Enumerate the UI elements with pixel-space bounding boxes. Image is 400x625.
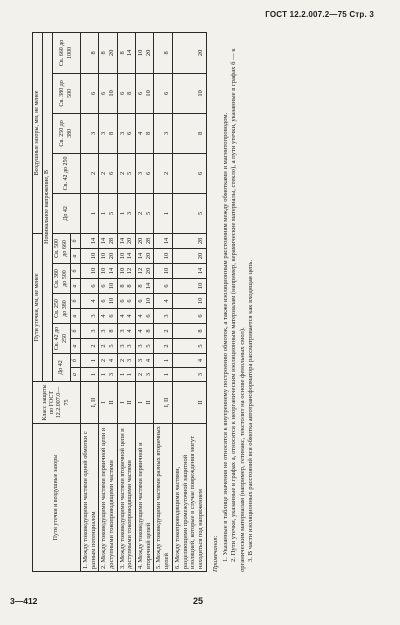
air-gap-value: 3 6 — [117, 113, 135, 153]
air-gap-value: 4 8 — [136, 113, 154, 153]
creepage-voltage-col: Св. 380 до 500 — [53, 264, 70, 294]
air-voltage-col: Св. 380 до 500 — [53, 73, 81, 113]
air-gap-value: 2 6 — [99, 153, 117, 193]
air-gap-value: 3 — [80, 113, 98, 153]
creepage-value: 6 — [80, 279, 98, 294]
creepage-value: 3 — [172, 368, 206, 382]
material-subcol: а — [70, 279, 80, 294]
col-class-header: Класс защиты по ГОСТ 12.2.007.0—75 — [33, 382, 81, 424]
creepage-voltage-col: До 42 — [53, 354, 70, 382]
material-subcol: а — [70, 368, 80, 382]
path-description: 5. Между токоведущими частями разных вторичных цепей — [154, 424, 172, 572]
footer-code: 3—412 — [10, 596, 38, 606]
creepage-value: 3 — [154, 309, 172, 324]
air-gap-value: 1 — [154, 193, 172, 233]
creepage-value: 1 — [154, 368, 172, 382]
table-row — [80, 32, 98, 571]
material-subcol: а — [70, 339, 80, 354]
air-gap-value: 8 — [154, 32, 172, 73]
protection-class: I II — [99, 382, 117, 424]
creepage-value: 3 — [80, 324, 98, 339]
rotated-content — [32, 32, 362, 572]
creepage-value: 2 — [80, 339, 98, 354]
air-gap-value: 1 5 — [99, 193, 117, 233]
creepage-value: 10 — [154, 249, 172, 264]
air-gap-value: 6 10 — [99, 73, 117, 113]
air-gap-value: 10 20 — [136, 32, 154, 73]
path-description: 3. Между токоведущими частями вторичной цепи и доступными токопроводящими частями — [117, 424, 135, 572]
page-header: ГОСТ 12.2.007.2—75 Стр. 3 — [265, 10, 374, 19]
air-gap-value: 2 — [154, 153, 172, 193]
material-subcol: б — [70, 233, 80, 248]
creepage-value: 20 28 — [136, 233, 154, 248]
creepage-value: 3 4 — [117, 324, 135, 339]
air-gap-value: 2 — [80, 153, 98, 193]
path-description: 1. Между токоведущими частями одной обмотки с разным потенциалом — [80, 424, 98, 572]
material-subcol: б — [70, 294, 80, 309]
creepage-value: 10 12 — [117, 264, 135, 279]
material-subcol: а — [70, 249, 80, 264]
creepage-value: 8 8 — [117, 279, 135, 294]
creepage-value: 6 10 — [99, 294, 117, 309]
creepage-value: 1 1 — [117, 368, 135, 382]
air-gap-value: 8 — [172, 113, 206, 153]
air-gap-value: 8 20 — [99, 32, 117, 73]
creepage-value: 10 — [80, 249, 98, 264]
note-1: 1. Указанные в таблице значения не относятся к внутреннему построению обмоток, а также изоляционным расстояниям между обмотками и магнитопроводом. — [222, 112, 229, 562]
air-gap-value: 6 — [80, 73, 98, 113]
air-voltage-col: Св. 660 до 1000 — [53, 32, 81, 73]
air-gap-value: 3 8 — [99, 113, 117, 153]
creepage-value: 4 4 — [117, 309, 135, 324]
air-gap-value: 2 5 — [136, 193, 154, 233]
creepage-value: 28 — [172, 233, 206, 248]
creepage-value: 6 10 — [136, 294, 154, 309]
note-2: 2. Пути утечки, указанные в графах а, относятся к неорганическим изоляционным материалам (например, керамические материалы, стекло), а пути утечки, указанные в графах б — к органическим материалам (например, гетинакс, текстолит на основе фенольных смол). — [230, 48, 246, 572]
notes-title: Примечания: — [211, 535, 219, 572]
path-description: 4. Между токоведущими частями первичной и вторичной цепей — [136, 424, 154, 572]
path-description: 2. Между токоведущими частями первичной цепи и доступными токопроводящими частями — [99, 424, 117, 572]
creepage-value: 10 14 — [99, 264, 117, 279]
creepage-value: 14 20 — [136, 249, 154, 264]
creepage-value: 3 — [80, 309, 98, 324]
protection-class: I, II — [154, 382, 172, 424]
air-gap-value: 8 — [80, 32, 98, 73]
table-row — [99, 32, 117, 571]
voltage-header: Номинальное напряжение, В — [43, 32, 53, 381]
air-voltage-col: Св. 42 до 250 — [53, 153, 81, 193]
air-gap-value: 1 — [80, 193, 98, 233]
creepage-voltage-col: Св. 250 до 380 — [53, 294, 70, 324]
creepage-value: 1 3 — [99, 368, 117, 382]
creepage-value: 10 — [154, 264, 172, 279]
creepage-value: 1 — [80, 354, 98, 368]
creepage-value: 6 — [154, 279, 172, 294]
creepage-value: 3 3 — [117, 339, 135, 354]
material-subcol: б — [70, 354, 80, 368]
creepage-value: 2 5 — [99, 339, 117, 354]
creepage-value: 10 — [172, 279, 206, 294]
protection-class: I II — [117, 382, 135, 424]
creepage-value: 6 — [172, 309, 206, 324]
creepage-value: 14 28 — [99, 233, 117, 248]
creepage-value: 10 — [172, 294, 206, 309]
notes — [212, 32, 256, 572]
creepage-value: 14 — [154, 233, 172, 248]
creepage-value: 12 20 — [136, 264, 154, 279]
creepage-value: 3 4 — [136, 354, 154, 368]
air-voltage-col: До 42 — [53, 193, 81, 233]
protection-class: I, II — [80, 382, 98, 424]
air-gap-value: 2 5 — [117, 153, 135, 193]
table-row — [117, 32, 135, 571]
air-gap-value: 10 — [172, 73, 206, 113]
material-subcol: а — [70, 309, 80, 324]
path-description: 6. Между токопроводящими частями, разделяющими промежуточной защитной изоляцией, которые в случае повреждения могут находиться под напряжением — [172, 424, 206, 572]
creepage-value: 10 — [80, 264, 98, 279]
creepage-value: 4 8 — [136, 324, 154, 339]
table-row — [154, 32, 172, 571]
creepage-value: 6 6 — [117, 294, 135, 309]
table-row — [136, 32, 154, 571]
air-gap-value: 6 — [172, 153, 206, 193]
air-gap-value: 5 — [172, 193, 206, 233]
creepage-value: 2 — [154, 339, 172, 354]
air-gap-value: 6 8 — [117, 73, 135, 113]
creepage-value: 14 — [172, 264, 206, 279]
air-gap-value: 6 — [154, 73, 172, 113]
creepage-value: 1 — [154, 354, 172, 368]
clearance-table — [32, 32, 207, 572]
creepage-voltage-col: Св. 42 до 250 — [53, 324, 70, 354]
material-subcol: б — [70, 324, 80, 339]
creepage-value: 8 14 — [136, 279, 154, 294]
protection-class: II — [172, 382, 206, 424]
air-gap-value: 6 10 — [136, 73, 154, 113]
page-number: 25 — [193, 596, 204, 606]
creepage-group-header: Пути утечки, мм, не менее — [33, 233, 43, 381]
col-desc-header: Пути утечки и воздушные зазоры — [33, 424, 81, 572]
note-3: 3. В части изоляционных расстояний вся обмотка автотрансформатора рассматривается как входящая цепь. — [247, 259, 255, 562]
air-gap-value: 8 14 — [117, 32, 135, 73]
creepage-value: 3 5 — [136, 339, 154, 354]
creepage-value: 4 6 — [136, 309, 154, 324]
creepage-value: 5 — [172, 339, 206, 354]
material-subcol: б — [70, 264, 80, 279]
creepage-value: 14 20 — [117, 233, 135, 248]
creepage-value: 3 8 — [99, 324, 117, 339]
creepage-value: 14 — [80, 233, 98, 248]
creepage-value: 4 6 — [99, 309, 117, 324]
creepage-voltage-col: Св. 500 до 660 — [53, 233, 70, 263]
creepage-value: 10 20 — [99, 249, 117, 264]
air-gap-value: 1 3 — [117, 193, 135, 233]
creepage-value: 1 — [80, 368, 98, 382]
air-gap-value: 3 6 — [136, 153, 154, 193]
protection-class: I II — [136, 382, 154, 424]
creepage-value: 4 — [172, 354, 206, 368]
air-voltage-col: Св. 250 до 380 — [53, 113, 81, 153]
creepage-value: 10 14 — [117, 249, 135, 264]
creepage-value: 8 — [172, 324, 206, 339]
air-gap-value: 3 — [154, 113, 172, 153]
creepage-value: 20 — [172, 249, 206, 264]
creepage-value: 4 — [154, 294, 172, 309]
creepage-value: 4 — [80, 294, 98, 309]
creepage-value: 2 3 — [117, 354, 135, 368]
air-gap-value: 20 — [172, 32, 206, 73]
table-row — [172, 32, 206, 571]
creepage-value: 2 3 — [136, 368, 154, 382]
creepage-value: 6 10 — [99, 279, 117, 294]
creepage-value: 2 4 — [99, 354, 117, 368]
air-gap-group-header: Воздушные зазоры, мм, не менее — [33, 32, 43, 233]
creepage-value: 2 — [154, 324, 172, 339]
